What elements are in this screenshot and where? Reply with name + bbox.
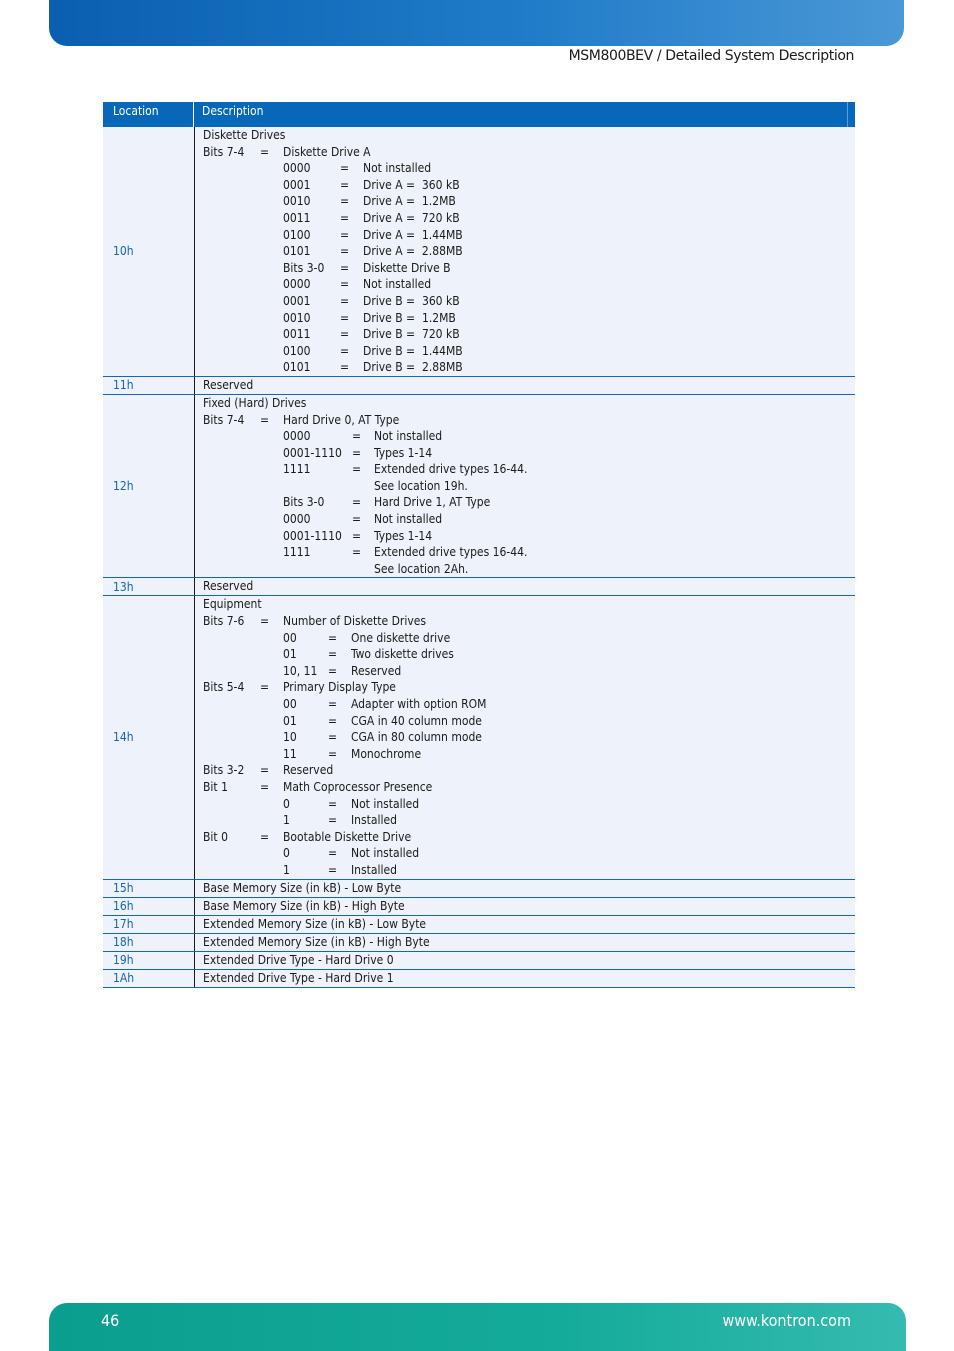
description-cell: Reserved	[203, 377, 254, 392]
description-fragment: Math Coprocessor Presence	[283, 779, 433, 794]
description-fragment: =	[340, 293, 350, 308]
description-fragment: 1	[283, 813, 290, 828]
description-fragment: 10, 11	[283, 663, 318, 678]
description-fragment: Installed	[351, 813, 397, 828]
description-fragment: 0100	[283, 343, 311, 358]
description-fragment: 0001-1110	[283, 445, 342, 460]
description-fragment: Not installed	[351, 796, 420, 811]
description-fragment: One diskette drive	[351, 630, 451, 645]
description-fragment: 0011	[283, 327, 311, 342]
description-fragment: =	[328, 630, 338, 645]
description-fragment: =	[340, 310, 350, 325]
description-fragment: Monochrome	[351, 746, 422, 761]
header-bar	[49, 0, 904, 46]
table-row	[103, 880, 855, 898]
description-fragment: Installed	[351, 862, 397, 877]
description-line	[203, 310, 855, 327]
description-fragment: Bits 7-6	[203, 614, 245, 629]
location-cell: 14h	[103, 596, 195, 878]
description-fragment: Drive A = 2.88MB	[363, 244, 463, 259]
description-line	[203, 445, 855, 462]
table-row	[103, 127, 855, 377]
description-line	[203, 663, 855, 680]
location-cell: 18h	[103, 934, 195, 951]
description-fragment: Not installed	[374, 512, 443, 527]
description-fragment: Fixed (Hard) Drives	[203, 395, 307, 410]
description-line	[203, 177, 855, 194]
description-fragment: 01	[283, 647, 297, 662]
description-line	[203, 428, 855, 445]
description-cell: Reserved	[203, 579, 254, 594]
description-line	[203, 646, 855, 663]
description-fragment: =	[352, 429, 362, 444]
description-fragment: 0	[283, 846, 290, 861]
description-fragment: Not installed	[351, 846, 420, 861]
description-fragment: =	[328, 713, 338, 728]
description-line	[203, 343, 855, 360]
description-line	[203, 461, 855, 478]
description-cell	[195, 127, 855, 376]
description-cell	[195, 596, 855, 878]
location-cell: 11h	[103, 377, 195, 394]
description-fragment: =	[340, 277, 350, 292]
description-line	[203, 210, 855, 227]
description-fragment: =	[340, 327, 350, 342]
description-fragment: 0000	[283, 277, 311, 292]
description-fragment: Hard Drive 1, AT Type	[374, 495, 491, 510]
description-fragment: Not installed	[363, 161, 432, 176]
description-fragment: Bit 1	[203, 779, 228, 794]
description-fragment: =	[340, 210, 350, 225]
description-fragment: =	[260, 412, 270, 427]
description-fragment: =	[260, 829, 270, 844]
description-line	[203, 796, 855, 813]
description-line	[203, 260, 855, 277]
description-fragment: Diskette Drive B	[363, 260, 451, 275]
description-cell: Base Memory Size (in kB) - High Byte	[203, 898, 405, 913]
table-header-row	[103, 102, 855, 127]
description-fragment: =	[352, 462, 362, 477]
description-line	[203, 494, 855, 511]
table-row	[103, 377, 855, 395]
location-cell: 15h	[103, 880, 195, 897]
description-fragment: See location 19h.	[374, 478, 468, 493]
description-fragment: Drive A = 1.2MB	[363, 194, 456, 209]
description-line	[203, 713, 855, 730]
description-fragment: Extended drive types 16-44.	[374, 462, 528, 477]
description-fragment: Drive A = 1.44MB	[363, 227, 463, 242]
description-fragment: =	[340, 244, 350, 259]
description-fragment: 0100	[283, 227, 311, 242]
description-fragment: =	[340, 260, 350, 275]
description-fragment: =	[352, 512, 362, 527]
description-line	[203, 845, 855, 862]
description-fragment: Diskette Drives	[203, 128, 286, 142]
description-fragment: Drive B = 720 kB	[363, 327, 460, 342]
description-line	[203, 762, 855, 779]
description-fragment: =	[328, 813, 338, 828]
description-cell: Extended Memory Size (in kB) - Low Byte	[203, 916, 427, 931]
description-fragment: =	[352, 528, 362, 543]
description-fragment: =	[340, 343, 350, 358]
description-fragment: Drive B = 360 kB	[363, 293, 460, 308]
description-cell	[195, 395, 855, 578]
description-fragment: 10	[283, 730, 297, 745]
description-line	[203, 746, 855, 763]
table-row	[103, 395, 855, 579]
location-cell: 19h	[103, 952, 195, 969]
description-fragment: =	[328, 746, 338, 761]
description-cell: Base Memory Size (in kB) - Low Byte	[203, 880, 402, 895]
description-fragment: =	[340, 177, 350, 192]
description-fragment: 0001	[283, 293, 311, 308]
description-fragment: Drive A = 720 kB	[363, 210, 460, 225]
description-fragment: =	[340, 360, 350, 375]
description-fragment: 0101	[283, 360, 311, 375]
description-fragment: Adapter with option ROM	[351, 697, 487, 711]
description-fragment: Drive B = 1.44MB	[363, 343, 463, 358]
description-fragment: Bits 7-4	[203, 144, 245, 159]
description-fragment: 0010	[283, 194, 311, 209]
description-fragment: =	[328, 862, 338, 877]
description-line	[203, 729, 855, 746]
description-fragment: =	[328, 697, 338, 711]
description-fragment: =	[340, 194, 350, 209]
description-line	[203, 243, 855, 260]
description-fragment: 1	[283, 862, 290, 877]
description-fragment: See location 2Ah.	[374, 561, 469, 576]
description-line	[203, 359, 855, 376]
description-fragment: =	[340, 227, 350, 242]
description-fragment: =	[260, 763, 270, 778]
description-line	[203, 779, 855, 796]
description-fragment: Equipment	[203, 597, 262, 612]
description-cell: Extended Drive Type - Hard Drive 1	[203, 970, 394, 985]
description-fragment: Drive B = 2.88MB	[363, 360, 463, 375]
description-line	[203, 478, 855, 495]
description-fragment: Bits 7-4	[203, 412, 245, 427]
description-fragment: =	[352, 445, 362, 460]
description-line	[203, 812, 855, 829]
description-fragment: Not installed	[374, 429, 443, 444]
description-fragment: 0001-1110	[283, 528, 342, 543]
table-row	[103, 934, 855, 952]
description-fragment: CGA in 80 column mode	[351, 730, 482, 745]
description-line	[203, 511, 855, 528]
location-cell: 16h	[103, 898, 195, 915]
description-fragment: 0	[283, 796, 290, 811]
description-line	[203, 276, 855, 293]
description-fragment: CGA in 40 column mode	[351, 713, 482, 728]
description-fragment: =	[328, 846, 338, 861]
description-fragment: 0001	[283, 177, 311, 192]
description-fragment: =	[340, 161, 350, 176]
table-row	[103, 898, 855, 916]
table-body	[103, 127, 855, 988]
description-fragment: Bits 3-2	[203, 763, 245, 778]
description-fragment: Diskette Drive A	[283, 144, 371, 159]
page-number: 46	[101, 1311, 120, 1330]
description-line	[203, 412, 855, 429]
document-title: MSM800BEV / Detailed System Description	[568, 48, 854, 64]
description-fragment: =	[352, 545, 362, 560]
location-cell: 13h	[103, 578, 195, 595]
description-line	[203, 596, 855, 613]
description-fragment: Bootable Diskette Drive	[283, 829, 412, 844]
description-fragment: =	[328, 647, 338, 662]
description-fragment: =	[328, 663, 338, 678]
description-line	[203, 193, 855, 210]
description-line	[203, 696, 855, 713]
description-fragment: Bits 3-0	[283, 260, 325, 275]
description-fragment: 11	[283, 746, 297, 761]
description-line	[203, 829, 855, 846]
description-fragment: Primary Display Type	[283, 680, 396, 695]
location-cell: 10h	[103, 127, 195, 376]
description-fragment: 0010	[283, 310, 311, 325]
footer-bar	[49, 1303, 906, 1351]
location-cell: 12h	[103, 395, 195, 578]
description-fragment: Two diskette drives	[351, 647, 454, 662]
column-header-description: Description	[194, 102, 855, 127]
description-line	[203, 326, 855, 343]
description-fragment: 00	[283, 630, 297, 645]
table-row	[103, 578, 855, 596]
description-fragment: Not installed	[363, 277, 432, 292]
location-cell: 17h	[103, 916, 195, 933]
table-row	[103, 970, 855, 988]
description-cell: Extended Memory Size (in kB) - High Byte	[203, 934, 430, 949]
description-fragment: Types 1-14	[374, 445, 433, 460]
description-fragment: 00	[283, 697, 297, 711]
description-line	[203, 561, 855, 578]
description-fragment: 01	[283, 713, 297, 728]
description-fragment: =	[352, 495, 362, 510]
description-fragment: 0000	[283, 161, 311, 176]
description-fragment: Extended drive types 16-44.	[374, 545, 528, 560]
description-line	[203, 293, 855, 310]
description-cell: Extended Drive Type - Hard Drive 0	[203, 952, 394, 967]
description-line	[203, 679, 855, 696]
description-fragment: =	[260, 680, 270, 695]
description-fragment: Drive A = 360 kB	[363, 177, 460, 192]
description-line	[203, 127, 855, 144]
description-fragment: =	[260, 779, 270, 794]
description-fragment: 1111	[283, 545, 311, 560]
table-row	[103, 952, 855, 970]
description-line	[203, 144, 855, 161]
description-fragment: =	[260, 614, 270, 629]
description-line	[203, 227, 855, 244]
description-fragment: Bits 5-4	[203, 680, 245, 695]
table-row	[103, 916, 855, 934]
description-fragment: Hard Drive 0, AT Type	[283, 412, 400, 427]
description-line	[203, 544, 855, 561]
description-fragment: =	[260, 144, 270, 159]
description-line	[203, 528, 855, 545]
description-fragment: 1111	[283, 462, 311, 477]
description-fragment: Bits 3-0	[283, 495, 325, 510]
description-fragment: =	[328, 730, 338, 745]
table-row	[103, 596, 855, 879]
description-fragment: Bit 0	[203, 829, 228, 844]
column-header-location: Location	[103, 102, 194, 127]
description-line	[203, 160, 855, 177]
register-table	[103, 102, 855, 988]
location-cell: 1Ah	[103, 970, 195, 987]
description-fragment: 0101	[283, 244, 311, 259]
description-fragment: 0011	[283, 210, 311, 225]
description-fragment: Number of Diskette Drives	[283, 614, 426, 629]
description-fragment: Drive B = 1.2MB	[363, 310, 456, 325]
description-line	[203, 613, 855, 630]
description-fragment: Reserved	[351, 663, 402, 678]
description-fragment: Reserved	[283, 763, 334, 778]
description-fragment: Types 1-14	[374, 528, 433, 543]
description-fragment: =	[328, 796, 338, 811]
description-line	[203, 395, 855, 412]
description-fragment: 0000	[283, 429, 311, 444]
footer-url: www.kontron.com	[722, 1311, 851, 1330]
description-fragment: 0000	[283, 512, 311, 527]
description-line	[203, 630, 855, 647]
description-line	[203, 862, 855, 879]
